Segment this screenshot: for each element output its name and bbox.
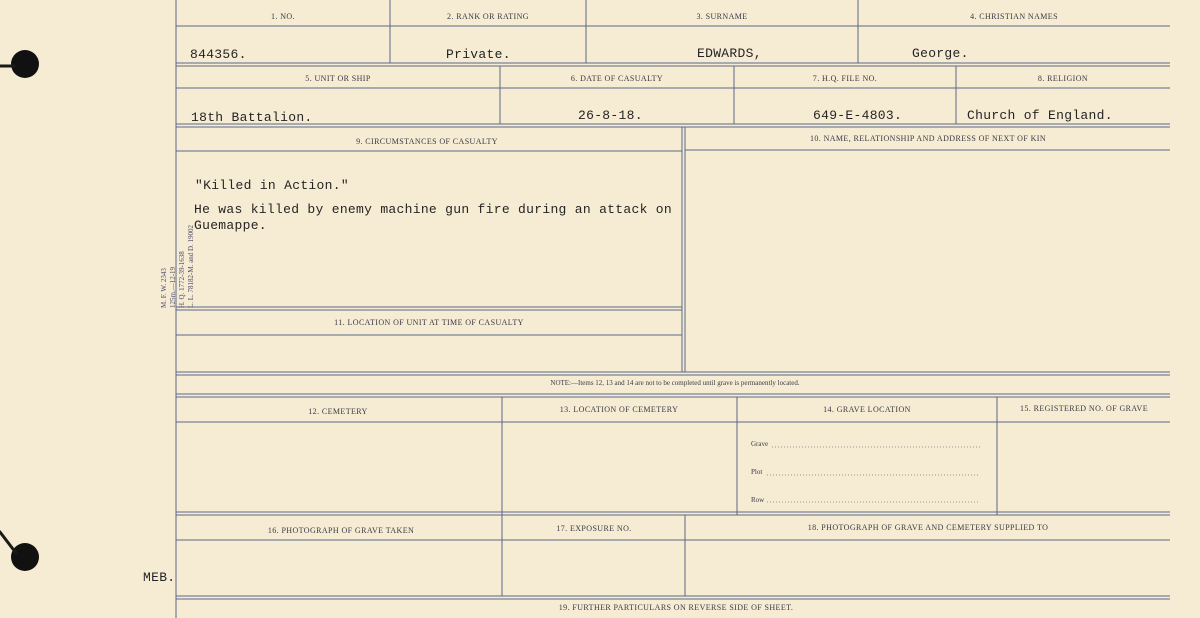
header-cemetery: 12. CEMETERY [308,407,368,416]
header-number: 1. NO. [271,12,295,21]
plot-field-label: Plot [751,468,763,476]
circumstances-line-1: "Killed in Action." [195,178,349,193]
form-print-stamp [160,225,196,308]
header-hq-file: 7. H.Q. FILE NO. [812,74,878,83]
stamp-line: M. F. W. 2343 [160,268,168,308]
row-field-label: Row [751,496,765,504]
unit-value: 18th Battalion. [191,110,313,125]
grave-field-label: Grave [751,440,769,448]
stamp-line: 125m.—12-19 [169,266,177,308]
header-unit: 5. UNIT OR SHIP [305,74,371,83]
header-registered-no: 15. REGISTERED NO. OF GRAVE [1020,404,1148,413]
header-religion: 8. RELIGION [1037,74,1089,83]
header-surname: 3. SURNAME [696,12,748,21]
grave-note: NOTE:—Items 12, 13 and 14 are not to be completed until grave is permanently located. [550,379,800,387]
header-next-of-kin: 10. NAME, RELATIONSHIP AND ADDRESS OF NEXT OF KIN [809,134,1047,143]
footer-further-particulars: 19. FURTHER PARTICULARS ON REVERSE SIDE OF SHEET. [558,603,794,612]
header-circumstances: 9. CIRCUMSTANCES OF CASUALTY [356,137,498,146]
rank-value: Private. [446,47,511,62]
header-rank: 2. RANK OR RATING [447,12,529,21]
stamp-line: L. L. 78182-M. and D. 19002 [187,224,195,308]
header-exposure-no: 17. EXPOSURE NO. [556,524,632,533]
christian-names-value: George. [912,46,969,61]
date-of-casualty-value: 26-8-18. [578,108,643,123]
surname-value: EDWARDS, [697,46,762,61]
header-photograph-supplied-to: 18. PHOTOGRAPH OF GRAVE AND CEMETERY SUPPLIED TO [807,523,1049,532]
header-christian-names: 4. CHRISTIAN NAMES [970,12,1058,21]
header-grave-location: 14. GRAVE LOCATION [823,405,911,414]
header-location-of-cemetery: 13. LOCATION OF CEMETERY [559,405,679,414]
religion-value: Church of England. [967,108,1113,123]
header-photograph-taken: 16. PHOTOGRAPH OF GRAVE TAKEN [267,526,415,535]
hq-file-value: 649-E-4803. [813,108,903,123]
clerk-initials: MEB. [143,570,176,585]
stamp-line: H. Q. 1772-39-1638 [178,251,186,308]
header-location-of-unit: 11. LOCATION OF UNIT AT TIME OF CASUALTY [334,318,524,327]
circumstances-line-3: Guemappe. [194,218,267,233]
circumstances-line-2: He was killed by enemy machine gun fire during an attack on [194,202,672,217]
service-number: 844356. [190,47,247,62]
header-date-of-casualty: 6. DATE OF CASUALTY [570,74,664,83]
